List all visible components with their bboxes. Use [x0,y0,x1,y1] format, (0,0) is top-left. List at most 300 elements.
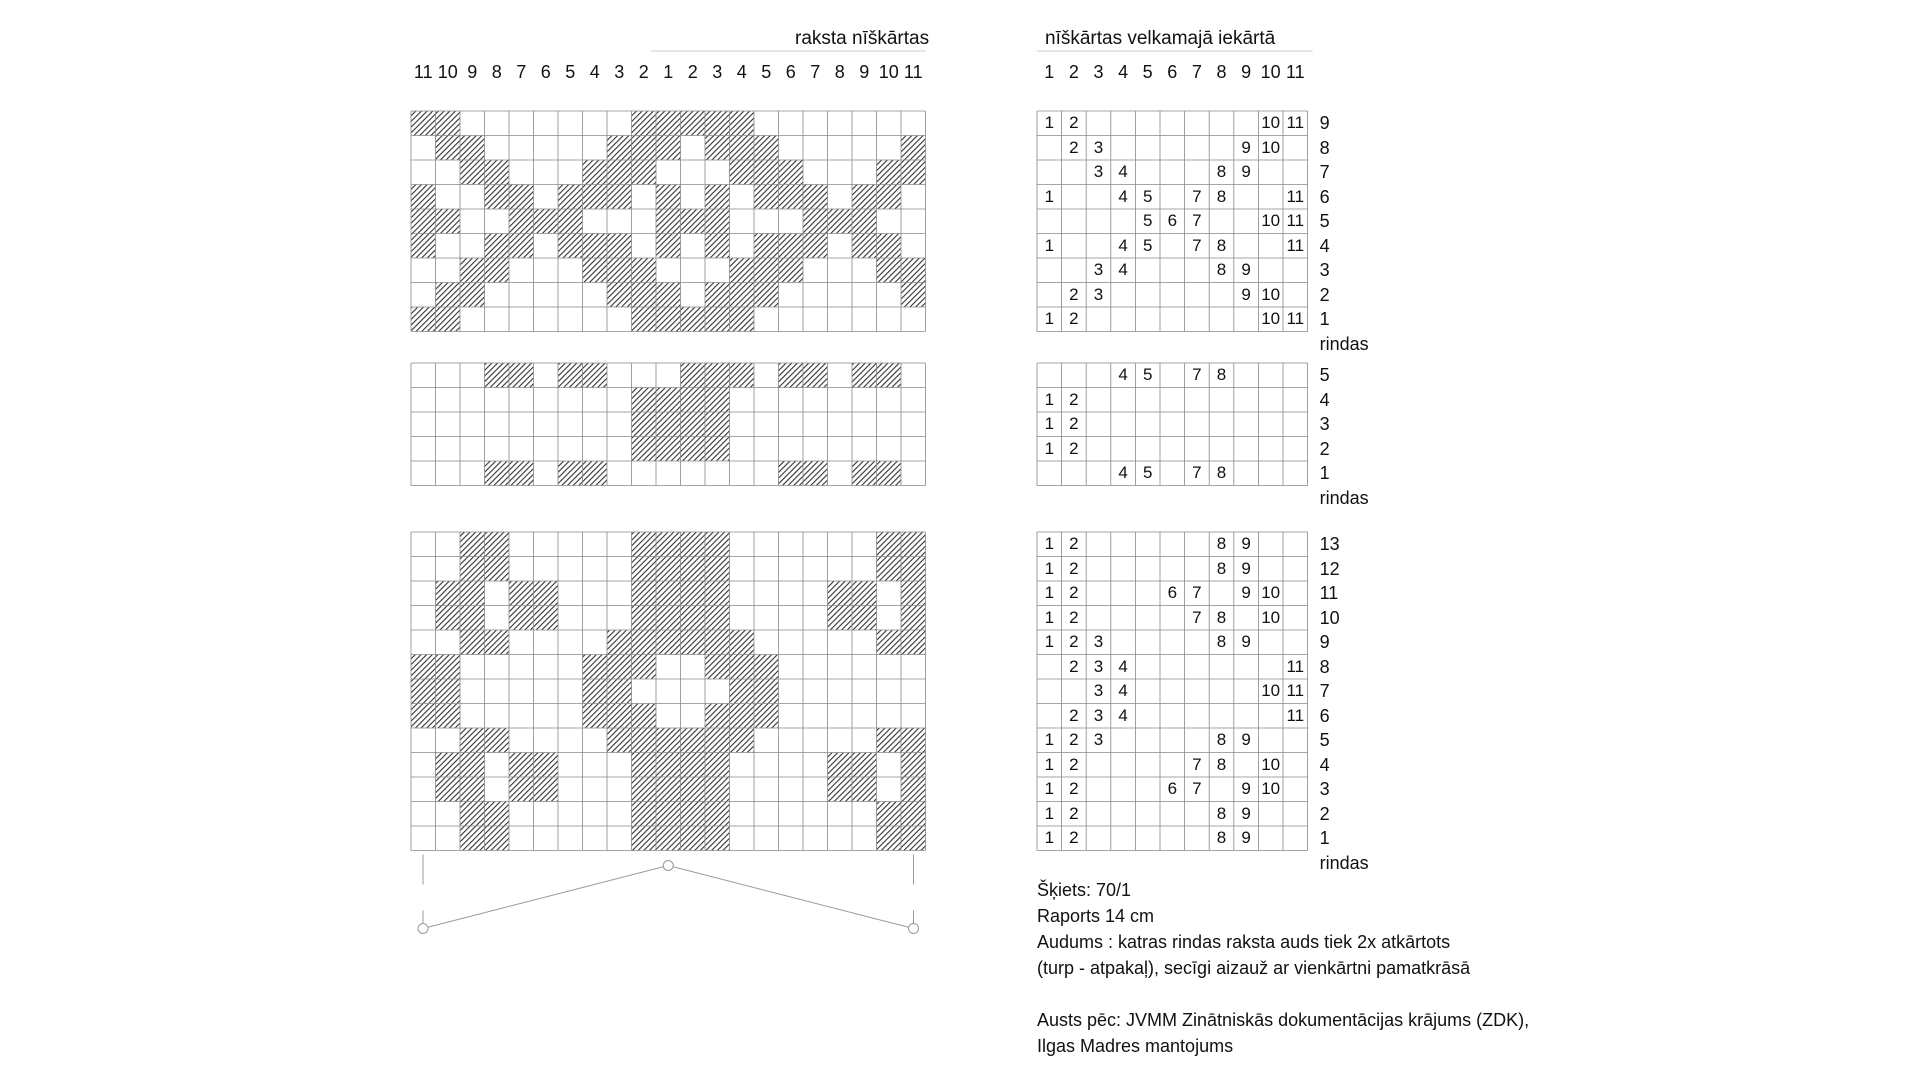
pattern-filled-cell [656,557,681,582]
threading-cell-number: 8 [1216,365,1227,384]
row-number: 3 [1319,260,1330,280]
pattern-filled-cell [681,802,706,827]
threading-cell-number: 7 [1192,607,1202,627]
row-number: 6 [1319,705,1330,726]
pattern-filled-cell [607,704,632,729]
pattern-filled-cell [632,777,657,802]
pattern-filled-cell [681,630,706,655]
threading-cell-number: 3 [1093,260,1104,279]
threading-cell-number: 10 [1261,779,1281,798]
pattern-filled-cell [877,826,902,851]
pattern-filled-cell [656,412,681,437]
pattern-col-number: 2 [687,62,698,82]
pattern-filled-cell [656,630,681,655]
pattern-filled-cell [681,363,706,388]
tie-line [423,866,668,929]
threading-cell-number: 8 [1216,162,1227,181]
pattern-filled-cell [754,185,779,210]
pattern-filled-cell [436,655,461,680]
pattern-col-number: 9 [859,62,870,82]
pattern-filled-cell [656,234,681,259]
threading-cell-number: 3 [1093,705,1104,725]
pattern-filled-cell [705,557,730,582]
pattern-filled-cell [901,777,926,802]
pattern-filled-cell [852,753,877,778]
pattern-filled-cell [681,826,706,851]
threading-col-number: 11 [1285,62,1305,82]
threading-cell-number: 1 [1044,779,1055,798]
pattern-filled-cell [460,136,485,161]
pattern-filled-cell [558,461,583,486]
pattern-filled-cell [460,802,485,827]
pattern-filled-cell [779,461,804,486]
row-number: 3 [1319,779,1330,799]
pattern-col-number: 8 [834,62,845,82]
threading-cell-number: 7 [1192,365,1202,384]
threading-cell-number: 2 [1069,779,1079,798]
threading-cell-number: 7 [1192,779,1202,798]
note-source-1: Austs pēc: JVMM Zinātniskās dokumentācijas krājums (ZDK), [1037,1010,1530,1030]
pattern-filled-cell [705,826,730,851]
threading-col-number: 5 [1142,62,1153,82]
note-audums-1: Audums : katras rindas raksta auds tiek 2x atkārtots [1037,932,1451,952]
pattern-col-number: 3 [614,62,625,82]
pattern-filled-cell [877,185,902,210]
threading-header: nīškārtas velkamajā iekārtā [1045,28,1276,49]
threading-cell-number: 1 [1044,828,1055,847]
row-number: 10 [1319,607,1340,628]
threading-cell-number: 8 [1216,186,1227,206]
note-source-2: Ilgas Madres mantojums [1037,1036,1234,1056]
pattern-filled-cell [779,234,804,259]
pattern-filled-cell [852,461,877,486]
threading-cell-number: 1 [1044,438,1055,458]
pattern-filled-cell [485,363,510,388]
pattern-filled-cell [607,655,632,680]
threading-cell-number: 2 [1069,607,1079,627]
pattern-filled-cell [705,581,730,606]
pattern-filled-cell [681,777,706,802]
pattern-filled-cell [436,753,461,778]
pattern-filled-cell [436,777,461,802]
pattern-filled-cell [534,753,559,778]
pattern-filled-cell [583,461,608,486]
threading-cell-number: 2 [1069,705,1079,725]
row-number: 13 [1319,534,1340,554]
pattern-filled-cell [485,234,510,259]
pattern-filled-cell [705,728,730,753]
pattern-filled-cell [901,160,926,185]
threading-cell-number: 5 [1142,211,1153,230]
pattern-filled-cell [705,136,730,161]
threading-cell-number: 1 [1044,534,1055,553]
pattern-filled-cell [901,557,926,582]
pattern-filled-cell [607,234,632,259]
pattern-filled-cell [681,388,706,413]
pattern-filled-cell [632,557,657,582]
pattern-filled-cell [730,679,755,704]
pattern-filled-cell [607,160,632,185]
pattern-filled-cell [436,111,461,136]
threading-cell-number: 2 [1069,113,1079,132]
pattern-filled-cell [656,753,681,778]
pattern-filled-cell [705,802,730,827]
pattern-filled-cell [656,777,681,802]
pattern-filled-cell [705,388,730,413]
row-number: 3 [1319,414,1330,434]
pattern-filled-cell [803,461,828,486]
pattern-filled-cell [632,136,657,161]
pattern-filled-cell [656,728,681,753]
pattern-filled-cell [730,704,755,729]
pattern-filled-cell [754,283,779,308]
pattern-filled-cell [632,111,657,136]
tie-node [418,924,428,934]
pattern-filled-cell [509,209,534,234]
pattern-col-number: 7 [810,62,821,82]
threading-cell-number: 11 [1286,186,1305,206]
pattern-filled-cell [901,802,926,827]
row-number: 8 [1319,137,1330,158]
pattern-filled-cell [558,209,583,234]
threading-col-number: 2 [1068,62,1079,82]
row-number: 8 [1319,656,1330,677]
threading-cell-number: 8 [1216,463,1227,482]
pattern-filled-cell [509,185,534,210]
pattern-filled-cell [779,185,804,210]
threading-cell-number: 1 [1044,754,1055,774]
threading-cell-number: 4 [1118,235,1128,255]
threading-cell-number: 2 [1069,414,1079,433]
pattern-filled-cell [656,185,681,210]
threading-cell-number: 2 [1069,438,1079,458]
pattern-filled-cell [534,606,559,631]
pattern-filled-cell [656,209,681,234]
notes [1037,877,1529,1059]
pattern-filled-cell [583,185,608,210]
pattern-filled-cell [460,258,485,283]
pattern-filled-cell [436,679,461,704]
row-number: 5 [1319,211,1330,231]
pattern-filled-cell [681,437,706,462]
threading-cell-number: 9 [1241,137,1251,157]
pattern-col-number: 6 [540,62,551,82]
pattern-filled-cell [681,307,706,332]
pattern-filled-cell [754,704,779,729]
threading-cell-number: 1 [1044,235,1055,255]
threading-cell-number: 9 [1241,730,1251,749]
threading-cell-number: 9 [1241,803,1251,823]
pattern-filled-cell [901,728,926,753]
pattern-col-number: 4 [589,62,600,82]
pattern-filled-cell [705,532,730,557]
pattern-filled-cell [460,777,485,802]
pattern-filled-cell [656,136,681,161]
pattern-filled-cell [730,136,755,161]
threading-cell-number: 3 [1093,730,1104,749]
threading-cell-number: 10 [1261,284,1281,304]
pattern-filled-cell [632,160,657,185]
threading-cell-number: 2 [1069,828,1079,847]
pattern-filled-cell [852,234,877,259]
threading-cell-number: 2 [1069,558,1079,578]
threading-cell-number: 8 [1216,235,1227,255]
pattern-filled-cell [509,363,534,388]
pattern-filled-cell [656,532,681,557]
pattern-filled-cell [877,728,902,753]
threading-cell-number: 10 [1261,583,1281,602]
pattern-filled-cell [656,437,681,462]
pattern-filled-cell [632,437,657,462]
pattern-filled-cell [656,606,681,631]
pattern-filled-cell [681,753,706,778]
tie-node [909,924,919,934]
pattern-filled-cell [730,258,755,283]
pattern-filled-cell [460,532,485,557]
pattern-filled-cell [460,630,485,655]
pattern-filled-cell [436,307,461,332]
threading-cell-number: 8 [1216,534,1227,553]
pattern-filled-cell [632,258,657,283]
pattern-filled-cell [460,728,485,753]
threading-cell-number: 6 [1167,779,1178,798]
pattern-filled-cell [509,753,534,778]
pattern-filled-cell [607,185,632,210]
pattern-filled-cell [632,581,657,606]
pattern-filled-cell [681,606,706,631]
pattern-filled-cell [803,363,828,388]
pattern-col-number: 9 [467,62,478,82]
pattern-filled-cell [877,461,902,486]
pattern-filled-cell [583,363,608,388]
pattern-filled-cell [705,209,730,234]
threading-cell-number: 4 [1118,681,1128,700]
threading-cell-number: 4 [1118,365,1128,384]
pattern-col-number: 8 [491,62,502,82]
pattern-filled-cell [411,234,436,259]
pattern-col-number: 1 [663,62,674,82]
pattern-filled-cell [705,777,730,802]
pattern-filled-cell [730,283,755,308]
threading-col-number: 1 [1044,62,1055,82]
pattern-filled-cell [901,606,926,631]
threading-cell-number: 2 [1069,137,1079,157]
pattern-filled-cell [485,461,510,486]
pattern-filled-cell [632,802,657,827]
pattern-filled-cell [877,630,902,655]
pattern-filled-cell [779,160,804,185]
threading-cell-number: 6 [1167,211,1178,230]
threading-cell-number: 5 [1142,463,1153,482]
threading-cell-number: 2 [1069,632,1079,651]
threading-cell-number: 4 [1118,705,1128,725]
pattern-filled-cell [411,111,436,136]
pattern-filled-cell [632,532,657,557]
row-number: 2 [1319,438,1330,459]
threading-cell-number: 2 [1069,284,1079,304]
pattern-col-number: 10 [437,62,458,82]
threading-col-number: 6 [1167,62,1178,82]
threading-cell-number: 9 [1241,558,1251,578]
pattern-filled-cell [877,802,902,827]
threading-cell-number: 2 [1069,754,1079,774]
threading-cell-number: 10 [1261,754,1281,774]
pattern-filled-cell [460,606,485,631]
threading-cell-number: 9 [1241,828,1251,847]
threading-cell-number: 7 [1192,235,1202,255]
pattern-filled-cell [681,557,706,582]
pattern-filled-cell [705,185,730,210]
pattern-filled-cell [901,826,926,851]
threading-col-number: 4 [1118,62,1129,82]
pattern-filled-cell [656,581,681,606]
threading-cell-number: 3 [1093,162,1104,181]
pattern-filled-cell [730,307,755,332]
threading-col-number: 3 [1093,62,1104,82]
pattern-filled-cell [705,753,730,778]
threading-cell-number: 1 [1044,730,1055,749]
pattern-filled-cell [436,606,461,631]
pattern-filled-cell [828,209,853,234]
pattern-filled-cell [583,160,608,185]
pattern-filled-cell [632,307,657,332]
threading-cell-number: 2 [1069,656,1079,676]
threading-cell-number: 10 [1261,137,1281,157]
pattern-filled-cell [607,136,632,161]
note-skiets: Šķiets: 70/1 [1037,880,1132,900]
row-number: 12 [1319,558,1340,579]
pattern-filled-cell [583,679,608,704]
threading-cell-number: 11 [1286,211,1305,230]
pattern-filled-cell [901,581,926,606]
pattern-filled-cell [852,363,877,388]
threading-cell-number: 5 [1142,186,1153,206]
pattern-filled-cell [852,209,877,234]
pattern-filled-cell [656,388,681,413]
threading-cell-number: 10 [1261,681,1281,700]
pattern-filled-cell [852,185,877,210]
pattern-filled-cell [436,704,461,729]
pattern-filled-cell [509,777,534,802]
pattern-filled-cell [779,363,804,388]
pattern-filled-cell [705,234,730,259]
row-number: 1 [1319,828,1330,848]
threading-cell-number: 10 [1261,309,1281,328]
threading-cell-number: 9 [1241,632,1251,651]
threading-cell-number: 4 [1118,186,1128,206]
pattern-filled-cell [754,160,779,185]
pattern-filled-cell [460,753,485,778]
pattern-filled-cell [754,136,779,161]
pattern-filled-cell [754,258,779,283]
tie-line [668,866,913,929]
threading-cell-number: 4 [1118,260,1128,279]
pattern-filled-cell [485,532,510,557]
pattern-filled-cell [436,136,461,161]
threading-cell-number: 1 [1044,389,1055,409]
pattern-filled-cell [705,363,730,388]
pattern-filled-cell [705,704,730,729]
pattern-col-number: 2 [638,62,649,82]
pattern-filled-cell [632,388,657,413]
pattern-filled-cell [705,412,730,437]
pattern-filled-cell [754,679,779,704]
threading-cell-number: 8 [1216,260,1227,279]
pattern-filled-cell [632,630,657,655]
pattern-filled-cell [485,802,510,827]
threading-cell-number: 7 [1192,754,1202,774]
threading-cell-number: 5 [1142,365,1153,384]
row-number: 6 [1319,186,1330,207]
pattern-filled-cell [877,557,902,582]
pattern-filled-cell [509,606,534,631]
threading-cell-number: 4 [1118,463,1128,482]
pattern-filled-cell [583,258,608,283]
threading-cell-number: 3 [1093,656,1104,676]
row-number: 5 [1319,730,1330,750]
pattern-filled-cell [485,258,510,283]
threading-cell-number: 2 [1069,803,1079,823]
pattern-filled-cell [656,826,681,851]
threading-cell-number: 3 [1093,284,1104,304]
threading-cell-number: 8 [1216,558,1227,578]
pattern-filled-cell [632,728,657,753]
pattern-filled-cell [705,283,730,308]
pattern-filled-cell [607,728,632,753]
pattern-filled-cell [632,283,657,308]
pattern-filled-cell [877,532,902,557]
pattern-filled-cell [411,655,436,680]
pattern-filled-cell [877,363,902,388]
pattern-filled-cell [583,655,608,680]
pattern-filled-cell [583,234,608,259]
pattern-filled-cell [534,209,559,234]
threading-cell-number: 7 [1192,186,1202,206]
row-number: 2 [1319,803,1330,824]
pattern-filled-cell [656,283,681,308]
pattern-filled-cell [411,209,436,234]
threading-cell-number: 3 [1093,632,1104,651]
threading-col-number: 9 [1241,62,1252,82]
row-number: 9 [1319,113,1330,133]
pattern-filled-cell [656,307,681,332]
pattern-filled-cell [485,826,510,851]
row-number: 1 [1319,309,1330,329]
threading-cell-number: 1 [1044,414,1055,433]
pattern-filled-cell [828,581,853,606]
pattern-filled-cell [681,728,706,753]
pattern-filled-cell [730,111,755,136]
pattern-filled-cell [730,655,755,680]
pattern-filled-cell [411,307,436,332]
pattern-filled-cell [754,234,779,259]
rows-label: rindas [1319,487,1369,508]
threading-cell-number: 2 [1069,389,1079,409]
rows-label: rindas [1319,852,1369,873]
pattern-filled-cell [534,581,559,606]
rows-label: rindas [1319,333,1369,354]
pattern-filled-cell [607,630,632,655]
threading-cell-number: 8 [1216,803,1227,823]
pattern-filled-cell [632,826,657,851]
threading-cell-number: 10 [1261,607,1281,627]
threading-cell-number: 9 [1241,534,1251,553]
pattern-filled-cell [779,258,804,283]
pattern-filled-cell [828,753,853,778]
threading-cell-number: 9 [1241,284,1251,304]
pattern-filled-cell [803,234,828,259]
pattern-filled-cell [632,606,657,631]
